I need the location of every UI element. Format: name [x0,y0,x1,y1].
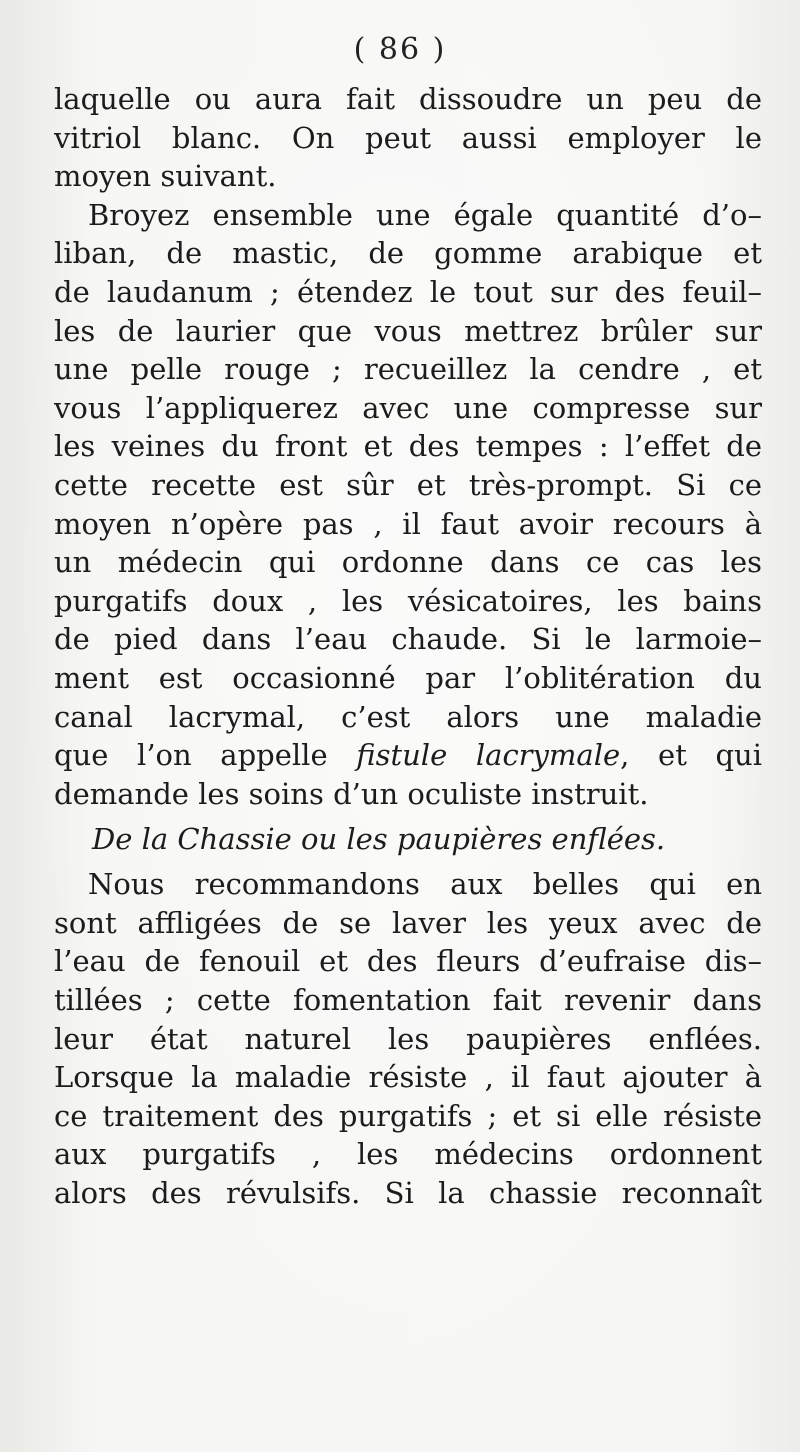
text-line: tillées ; cette fomentation fait revenir dans [54,983,762,1018]
text-line: leur état naturel les paupières enflées. [54,1021,762,1056]
text-line: moyen suivant. [54,159,277,194]
text-line: ce traitement des purgatifs ; et si elle résiste [54,1098,762,1133]
text-line: aux purgatifs , les médecins ordonnent [54,1137,762,1172]
text-line: moyen n’opère pas , il faut avoir recours à [54,506,762,541]
section-heading: De la Chassie ou les paupières enflées. [92,822,666,857]
text-line: une pelle rouge ; recueillez la cendre , et [54,352,762,387]
text-fragment: , et qui [620,738,762,773]
page-number: ( 86 ) [353,32,447,67]
text-line: un médecin qui ordonne dans ce cas les [54,545,762,580]
text-line: de pied dans l’eau chaude. Si le larmoie– [54,622,762,657]
text-line: Nous recommandons aux belles qui en [88,867,762,902]
text-line: alors des révulsifs. Si la chassie reconnaît [54,1176,762,1211]
text-line: Lorsque la maladie résiste , il faut ajouter à [54,1060,762,1095]
text-line: Broyez ensemble une égale quantité d’o– [88,197,762,232]
text-line: demande les soins d’un oculiste instruit. [54,776,649,811]
text-line: purgatifs doux , les vésicatoires, les bains [54,583,762,618]
text-fragment: que l’on appelle [54,738,357,773]
text-line: de laudanum ; étendez le tout sur des feuil– [54,274,762,309]
text-line: vitriol blanc. On peut aussi employer le [54,120,762,155]
text-line-with-italic [54,736,762,775]
text-line: sont affligées de se laver les yeux avec de [54,905,762,940]
text-line: les veines du front et des tempes : l’effet de [54,429,762,464]
text-line: laquelle ou aura fait dissoudre un peu de [54,82,762,116]
text-line: vous l’appliquerez avec une compresse sur [54,390,762,425]
text-line: ment est occasionné par l’oblitération du [54,660,762,695]
text-line: cette recette est sûr et très-prompt. Si ce [54,467,762,502]
body-text [54,80,762,1213]
text-line: liban, de mastic, de gomme arabique et [54,236,762,271]
text-line: l’eau de fenouil et des fleurs d’eufraise dis– [54,944,762,979]
text-line: les de laurier que vous mettrez brûler sur [54,313,762,348]
italic-term: fistule lacrymale [356,738,621,773]
text-line: canal lacrymal, c’est alors une maladie [54,699,762,734]
